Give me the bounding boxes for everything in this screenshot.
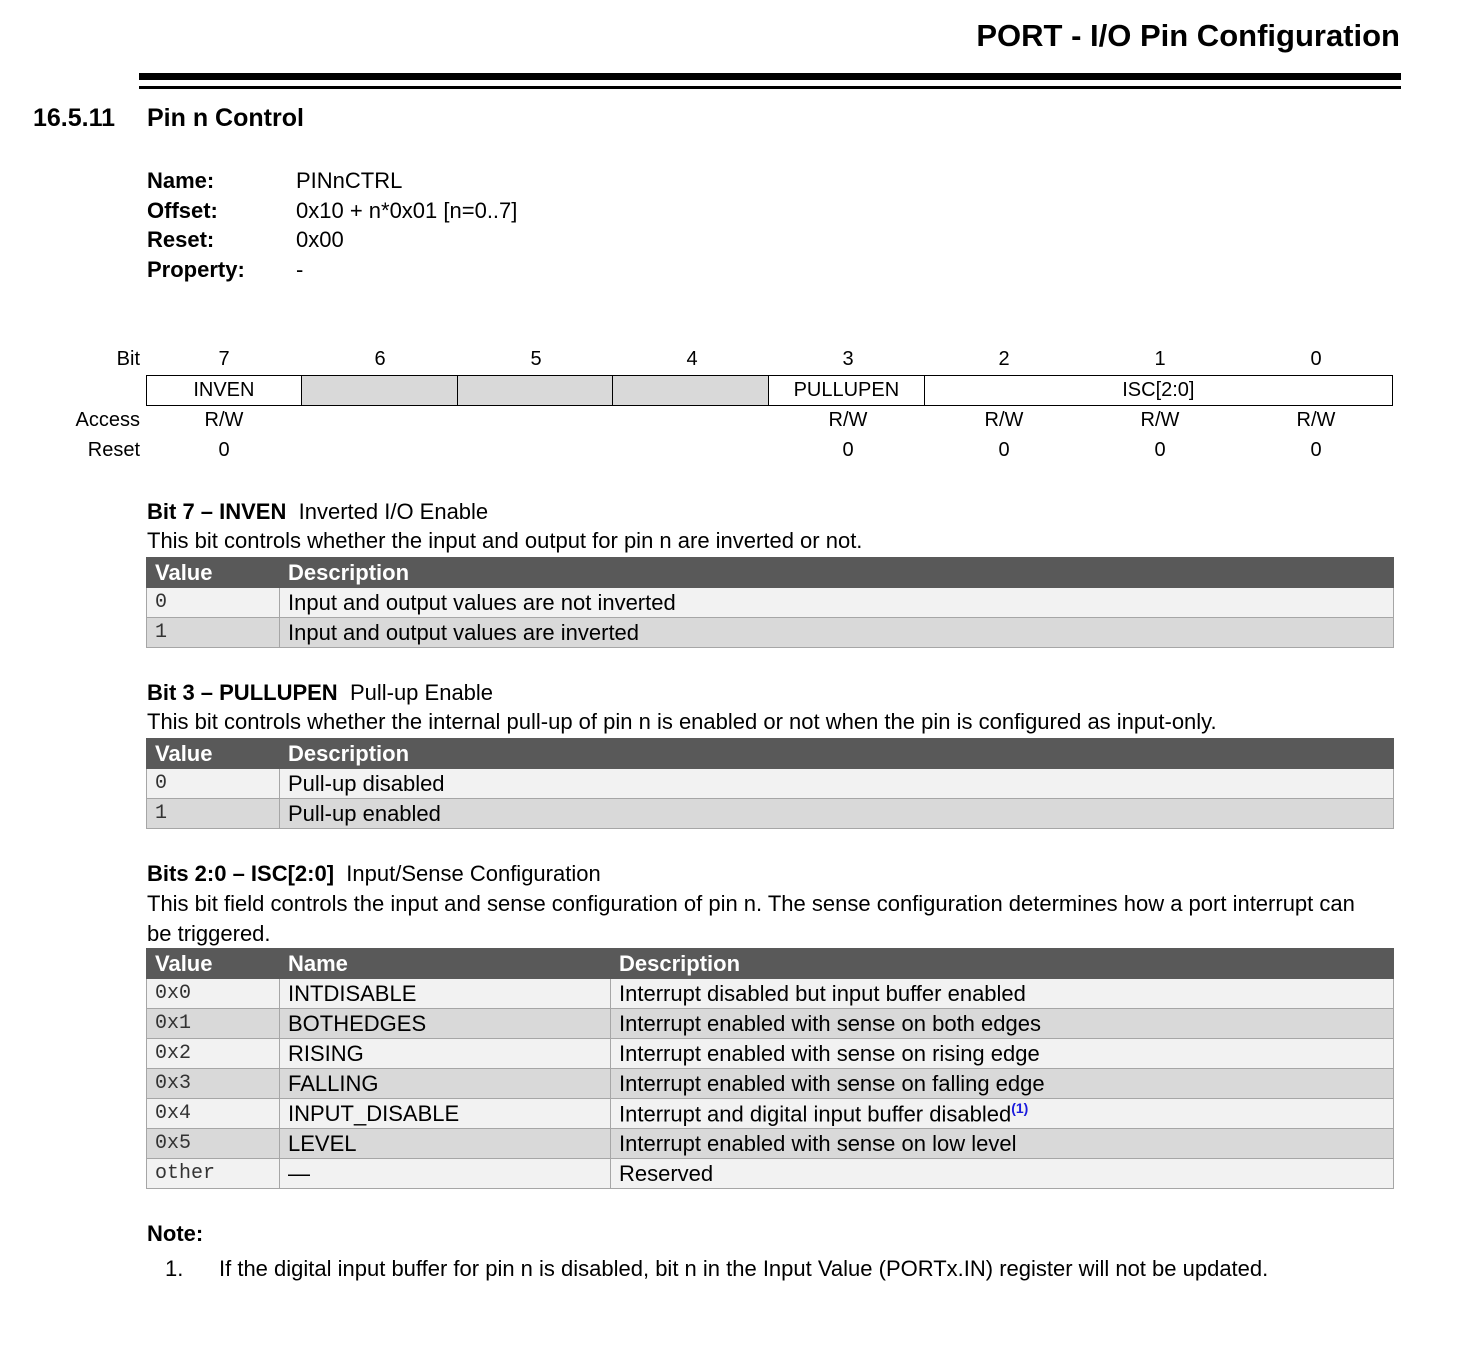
bits20-text: This bit field controls the input and sense configuration of pin n. The sense configuration determines how a port interrupt can be triggered. bbox=[147, 891, 1355, 946]
table-row bbox=[147, 1159, 1394, 1189]
bit-number-cell: 1 bbox=[1154, 348, 1166, 370]
description-cell bbox=[611, 1129, 1394, 1159]
reset-row-label: Reset bbox=[87, 439, 140, 461]
description-cell: Input and output values are inverted bbox=[280, 618, 1394, 648]
register-field: PULLUPEN bbox=[769, 376, 925, 405]
description-cell-text: Interrupt enabled with sense on falling edge bbox=[619, 1070, 1045, 1096]
name-cell-text: LEVEL bbox=[288, 1130, 357, 1156]
meta-value: 0x10 + n*0x01 [n=0..7] bbox=[296, 197, 518, 223]
reserved-field bbox=[613, 376, 769, 405]
name-cell bbox=[280, 1159, 611, 1189]
bit-number-cell: 5 bbox=[530, 348, 542, 370]
bits20-title: Input/Sense Configuration bbox=[346, 861, 601, 886]
bit-number-cell: 0 bbox=[1310, 348, 1322, 370]
reset-value-cell: 0 bbox=[1154, 439, 1166, 461]
value-cell bbox=[147, 1159, 280, 1189]
table-row bbox=[147, 618, 1394, 648]
table-row bbox=[147, 1009, 1394, 1039]
header-description: Description bbox=[280, 558, 1394, 588]
meta-value: - bbox=[296, 256, 304, 282]
note-text: If the digital input buffer for pin n is disabled, bit n in the Input Value (PORTx.IN) register will not be updated. bbox=[219, 1256, 1269, 1281]
name-cell-text: INTDISABLE bbox=[288, 980, 417, 1006]
bit7-value-table bbox=[146, 557, 1394, 648]
value-cell bbox=[147, 1009, 280, 1039]
header-rule-thin bbox=[139, 86, 1401, 89]
reset-value-cell: 0 bbox=[842, 439, 854, 461]
register-field-box bbox=[146, 375, 1393, 406]
bit3-heading bbox=[147, 680, 493, 706]
description-cell-text: Interrupt and digital input buffer disabled bbox=[619, 1101, 1012, 1127]
description-cell bbox=[611, 979, 1394, 1009]
value-cell bbox=[147, 1069, 280, 1099]
reserved-field bbox=[302, 376, 458, 405]
reset-value-cell: 0 bbox=[998, 439, 1010, 461]
header-value: Value bbox=[147, 558, 280, 588]
value-cell bbox=[147, 1129, 280, 1159]
name-cell-text: — bbox=[288, 1160, 310, 1186]
name-cell bbox=[280, 1009, 611, 1039]
value-cell-text: 0x0 bbox=[155, 982, 192, 1005]
bit7-heading bbox=[147, 499, 488, 525]
reserved-field bbox=[458, 376, 614, 405]
table-row bbox=[147, 979, 1394, 1009]
bit7-title: Inverted I/O Enable bbox=[298, 499, 489, 524]
table-row bbox=[147, 1069, 1394, 1099]
description-cell bbox=[611, 1009, 1394, 1039]
value-cell: 0 bbox=[147, 588, 280, 618]
bit-row-label: Bit bbox=[116, 348, 140, 370]
name-cell bbox=[280, 1099, 611, 1129]
value-cell-text: 0x1 bbox=[155, 1012, 192, 1035]
bit-number-cell: 6 bbox=[374, 348, 386, 370]
name-cell bbox=[280, 1039, 611, 1069]
meta-value: PINnCTRL bbox=[296, 168, 403, 193]
meta-row-reset bbox=[147, 225, 517, 255]
bits20-heading bbox=[147, 861, 601, 887]
access-cell: R/W bbox=[828, 409, 868, 431]
meta-row-offset bbox=[147, 196, 517, 226]
access-cell: R/W bbox=[204, 409, 244, 431]
bit-number-cell: 7 bbox=[218, 348, 230, 370]
description-cell-text: Interrupt enabled with sense on both edges bbox=[619, 1010, 1041, 1036]
value-cell bbox=[147, 1039, 280, 1069]
value-cell: 1 bbox=[147, 799, 280, 829]
value-cell bbox=[147, 1099, 280, 1129]
section-title: Pin n Control bbox=[147, 104, 304, 132]
header-name: Name bbox=[280, 949, 611, 979]
bit7-text: This bit controls whether the input and output for pin n are inverted or not. bbox=[147, 528, 863, 553]
name-cell bbox=[280, 979, 611, 1009]
meta-row-name bbox=[147, 166, 517, 196]
name-cell-text: RISING bbox=[288, 1040, 364, 1066]
page-header-title: PORT - I/O Pin Configuration bbox=[976, 18, 1400, 53]
table-header-row bbox=[147, 739, 1394, 769]
name-cell-text: INPUT_DISABLE bbox=[288, 1100, 460, 1126]
table-row bbox=[147, 1099, 1394, 1129]
access-row-label: Access bbox=[75, 409, 140, 431]
description-cell bbox=[611, 1159, 1394, 1189]
bit7-label: Bit 7 – INVEN bbox=[147, 499, 287, 524]
name-cell bbox=[280, 1069, 611, 1099]
bit3-text: This bit controls whether the internal pull-up of pin n is enabled or not when the pin is configured as input-only. bbox=[147, 709, 1217, 734]
value-cell: 0 bbox=[147, 769, 280, 799]
access-cell: R/W bbox=[984, 409, 1024, 431]
table-row bbox=[147, 1039, 1394, 1069]
bit3-value-table bbox=[146, 738, 1394, 829]
bit-number-cell: 4 bbox=[686, 348, 698, 370]
footnote-link[interactable]: (1) bbox=[1011, 1099, 1029, 1116]
note-number: 1. bbox=[165, 1256, 184, 1281]
section-number: 16.5.11 bbox=[33, 104, 116, 132]
register-field: ISC[2:0] bbox=[1122, 379, 1195, 401]
bit3-label: Bit 3 – PULLUPEN bbox=[147, 680, 338, 705]
header-value: Value bbox=[147, 739, 280, 769]
description-cell-text: Interrupt enabled with sense on low level bbox=[619, 1130, 1017, 1156]
bit-number-cell: 3 bbox=[842, 348, 854, 370]
header-description: Description bbox=[611, 949, 1394, 979]
reset-value-cell: 0 bbox=[218, 439, 230, 461]
bit-number-cell: 2 bbox=[998, 348, 1010, 370]
table-row bbox=[147, 588, 1394, 618]
value-cell-text: 0x2 bbox=[155, 1042, 192, 1065]
header-rule-thick bbox=[139, 73, 1401, 80]
register-field: INVEN bbox=[147, 376, 302, 405]
bits20-label: Bits 2:0 – ISC[2:0] bbox=[147, 861, 335, 886]
header-value: Value bbox=[147, 949, 280, 979]
table-header-row bbox=[147, 558, 1394, 588]
description-cell: Pull-up disabled bbox=[280, 769, 1394, 799]
value-cell-text: other bbox=[155, 1162, 216, 1185]
value-cell-text: 0x5 bbox=[155, 1132, 192, 1155]
description-cell-text: Interrupt enabled with sense on rising edge bbox=[619, 1040, 1040, 1066]
description-cell-text: Reserved bbox=[619, 1160, 714, 1186]
table-header-row bbox=[147, 949, 1394, 979]
register-meta bbox=[147, 166, 517, 284]
access-cell: R/W bbox=[1140, 409, 1180, 431]
table-row bbox=[147, 769, 1394, 799]
table-row bbox=[147, 1129, 1394, 1159]
value-cell-text: 0x3 bbox=[155, 1072, 192, 1095]
value-cell: 1 bbox=[147, 618, 280, 648]
reset-value-cell: 0 bbox=[1310, 439, 1322, 461]
description-cell bbox=[611, 1039, 1394, 1069]
table-row bbox=[147, 799, 1394, 829]
meta-value: 0x00 bbox=[296, 227, 344, 252]
bit3-title: Pull-up Enable bbox=[349, 680, 494, 705]
note-item bbox=[165, 1256, 1268, 1282]
name-cell-text: FALLING bbox=[288, 1070, 379, 1096]
note-title: Note: bbox=[147, 1221, 204, 1246]
description-cell: Pull-up enabled bbox=[280, 799, 1394, 829]
name-cell-text: BOTHEDGES bbox=[288, 1010, 427, 1036]
name-cell bbox=[280, 1129, 611, 1159]
value-cell-text: 0x4 bbox=[155, 1102, 192, 1125]
meta-key: Name: bbox=[147, 168, 215, 193]
access-cell: R/W bbox=[1296, 409, 1336, 431]
meta-key: Reset: bbox=[147, 227, 215, 252]
description-cell-text: Interrupt disabled but input buffer enabled bbox=[619, 980, 1026, 1006]
description-cell bbox=[611, 1069, 1394, 1099]
value-cell bbox=[147, 979, 280, 1009]
header-description: Description bbox=[280, 739, 1394, 769]
meta-row-property bbox=[147, 255, 517, 285]
bits20-value-table bbox=[146, 948, 1394, 1189]
meta-key: Property: bbox=[147, 256, 245, 282]
meta-key: Offset: bbox=[147, 197, 218, 223]
description-cell bbox=[611, 1099, 1394, 1129]
description-cell: Input and output values are not inverted bbox=[280, 588, 1394, 618]
